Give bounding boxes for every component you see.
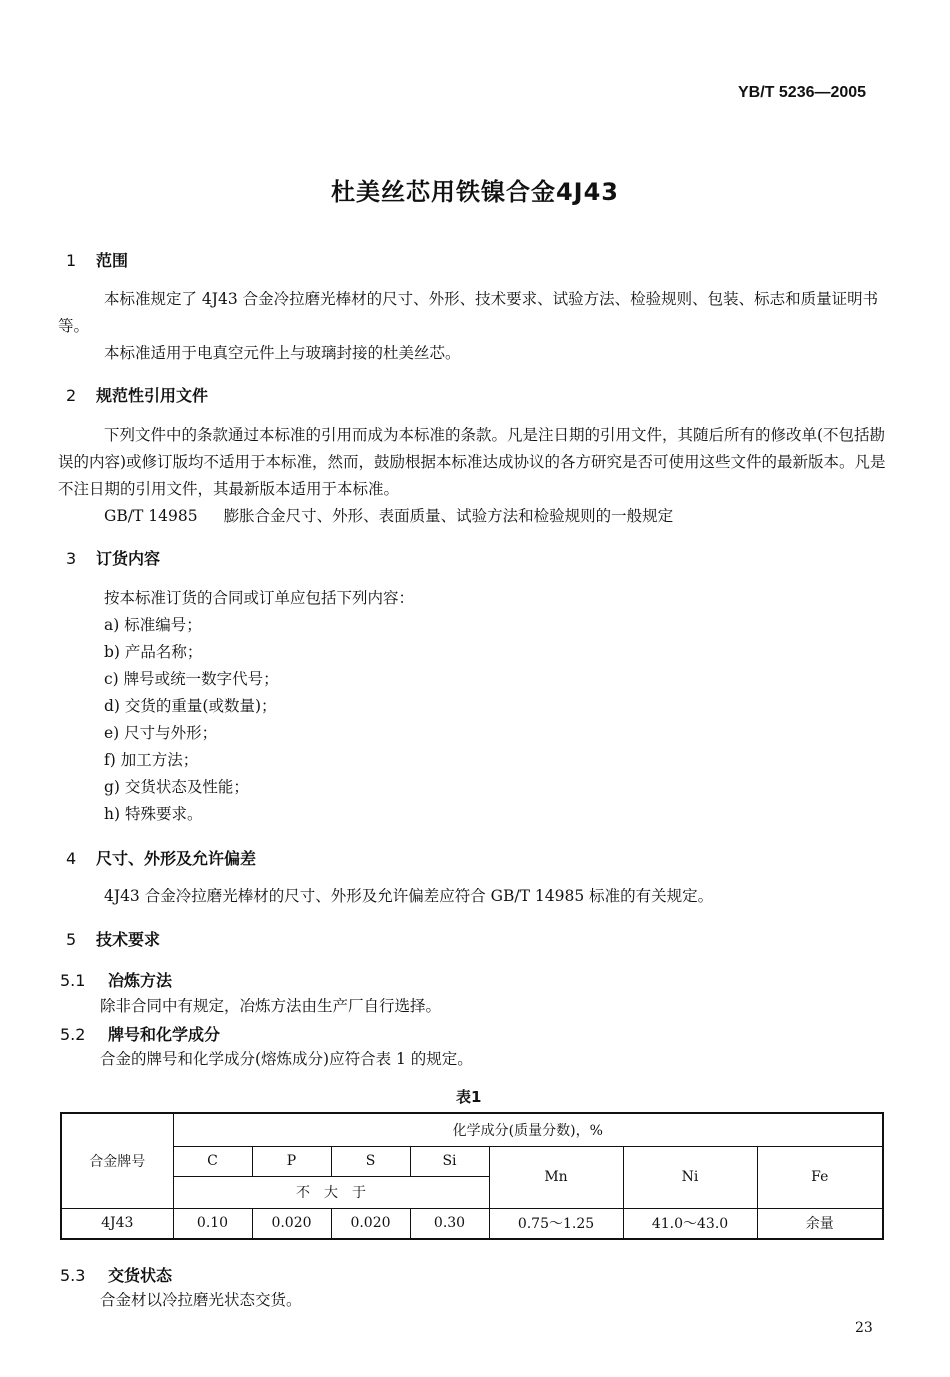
section-title: 订货内容 <box>96 549 161 568</box>
page-number: 23 <box>855 1320 873 1336</box>
document-number: YB/T 5236—2005 <box>738 84 867 101</box>
list-item: b) 产品名称； <box>104 643 203 661</box>
section-2-heading <box>66 383 208 406</box>
element-header-s: S <box>331 1146 410 1176</box>
composition-group-header: 化学成分(质量分数)，% <box>173 1113 883 1146</box>
grade-header: 合金牌号 <box>61 1113 173 1208</box>
section-4-paragraph-1: 4J43 合金冷拉磨光棒材的尺寸、外形及允许偏差应符合 GB/T 14985 标准的有关规定。 <box>104 887 714 905</box>
section-4-heading <box>66 846 256 869</box>
section-number: 3 <box>66 549 77 568</box>
list-item: e) 尺寸与外形； <box>104 724 218 742</box>
element-header-ni: Ni <box>623 1146 757 1208</box>
section-5-2-heading <box>60 1022 220 1045</box>
section-title: 冶炼方法 <box>108 971 173 990</box>
section-title: 尺寸、外形及允许偏差 <box>96 849 257 868</box>
order-items-list <box>104 612 279 828</box>
section-5-3-heading <box>60 1263 172 1286</box>
section-title: 牌号和化学成分 <box>108 1025 221 1044</box>
section-1-paragraph-1: 本标准规定了 4J43 合金冷拉磨光棒材的尺寸、外形、技术要求、试验方法、检验规则、包装、标志和质量证明书等。 <box>58 290 879 335</box>
section-5-heading <box>66 927 160 950</box>
grade-cell: 4J43 <box>61 1208 173 1239</box>
section-2-paragraph-1: 下列文件中的条款通过本标准的引用而成为本标准的条款。凡是注日期的引用文件，其随后所有的修改单(不包括勘误的内容)或修订版均不适用于本标准，然而，鼓励根据本标准达成协议的各方研究是否可使用这些文件的最新版本。凡是不注日期的引用文件，其最新版本适用于本标准。 <box>58 426 886 498</box>
value-cell-ni: 41.0～43.0 <box>623 1208 757 1239</box>
value-cell-c: 0.10 <box>173 1208 252 1239</box>
element-header-p: P <box>252 1146 331 1176</box>
section-3-heading <box>66 546 160 569</box>
section-5-3-paragraph: 合金材以冷拉磨光状态交货。 <box>100 1291 302 1309</box>
chemical-composition-table <box>60 1112 884 1240</box>
element-header-c: C <box>173 1146 252 1176</box>
section-title: 交货状态 <box>108 1266 173 1285</box>
section-number: 2 <box>66 386 77 405</box>
list-item: h) 特殊要求。 <box>104 805 203 823</box>
section-title: 技术要求 <box>96 930 161 949</box>
normative-reference <box>104 503 673 530</box>
section-5-1-heading <box>60 968 172 991</box>
table-row <box>61 1208 883 1239</box>
section-number: 4 <box>66 849 77 868</box>
section-number: 5 <box>66 930 77 949</box>
element-header-mn: Mn <box>489 1146 623 1208</box>
value-cell-s: 0.020 <box>331 1208 410 1239</box>
section-1-paragraph-2: 本标准适用于电真空元件上与玻璃封接的杜美丝芯。 <box>104 344 461 362</box>
element-header-fe: Fe <box>757 1146 883 1208</box>
page-title: 杜美丝芯用铁镍合金4J43 <box>330 178 620 206</box>
value-cell-si: 0.30 <box>410 1208 489 1239</box>
max-limit-label: 不 大 于 <box>173 1176 489 1208</box>
list-item: a) 标准编号； <box>104 616 202 634</box>
value-cell-mn: 0.75～1.25 <box>489 1208 623 1239</box>
section-number: 5.1 <box>60 971 86 990</box>
section-title: 范围 <box>96 251 129 270</box>
list-item: d) 交货的重量(或数量)； <box>104 697 277 715</box>
reference-code: GB/T 14985 <box>104 507 198 525</box>
reference-title: 膨胀合金尺寸、外形、表面质量、试验方法和检验规则的一般规定 <box>223 507 674 525</box>
section-number: 1 <box>66 251 77 270</box>
section-5-1-paragraph: 除非合同中有规定，冶炼方法由生产厂自行选择。 <box>100 997 442 1015</box>
element-header-si: Si <box>410 1146 489 1176</box>
section-title: 规范性引用文件 <box>96 386 209 405</box>
list-item: f) 加工方法； <box>104 751 199 769</box>
section-1-heading <box>66 248 128 271</box>
table-caption: 表1 <box>456 1088 482 1106</box>
section-5-2-paragraph: 合金的牌号和化学成分(熔炼成分)应符合表 1 的规定。 <box>100 1050 473 1068</box>
order-intro: 按本标准订货的合同或订单应包括下列内容： <box>104 589 415 607</box>
section-number: 5.3 <box>60 1266 86 1285</box>
list-item: c) 牌号或统一数字代号； <box>104 670 279 688</box>
value-cell-p: 0.020 <box>252 1208 331 1239</box>
list-item: g) 交货状态及性能； <box>104 778 249 796</box>
section-number: 5.2 <box>60 1025 86 1044</box>
value-cell-fe: 余量 <box>757 1208 883 1239</box>
